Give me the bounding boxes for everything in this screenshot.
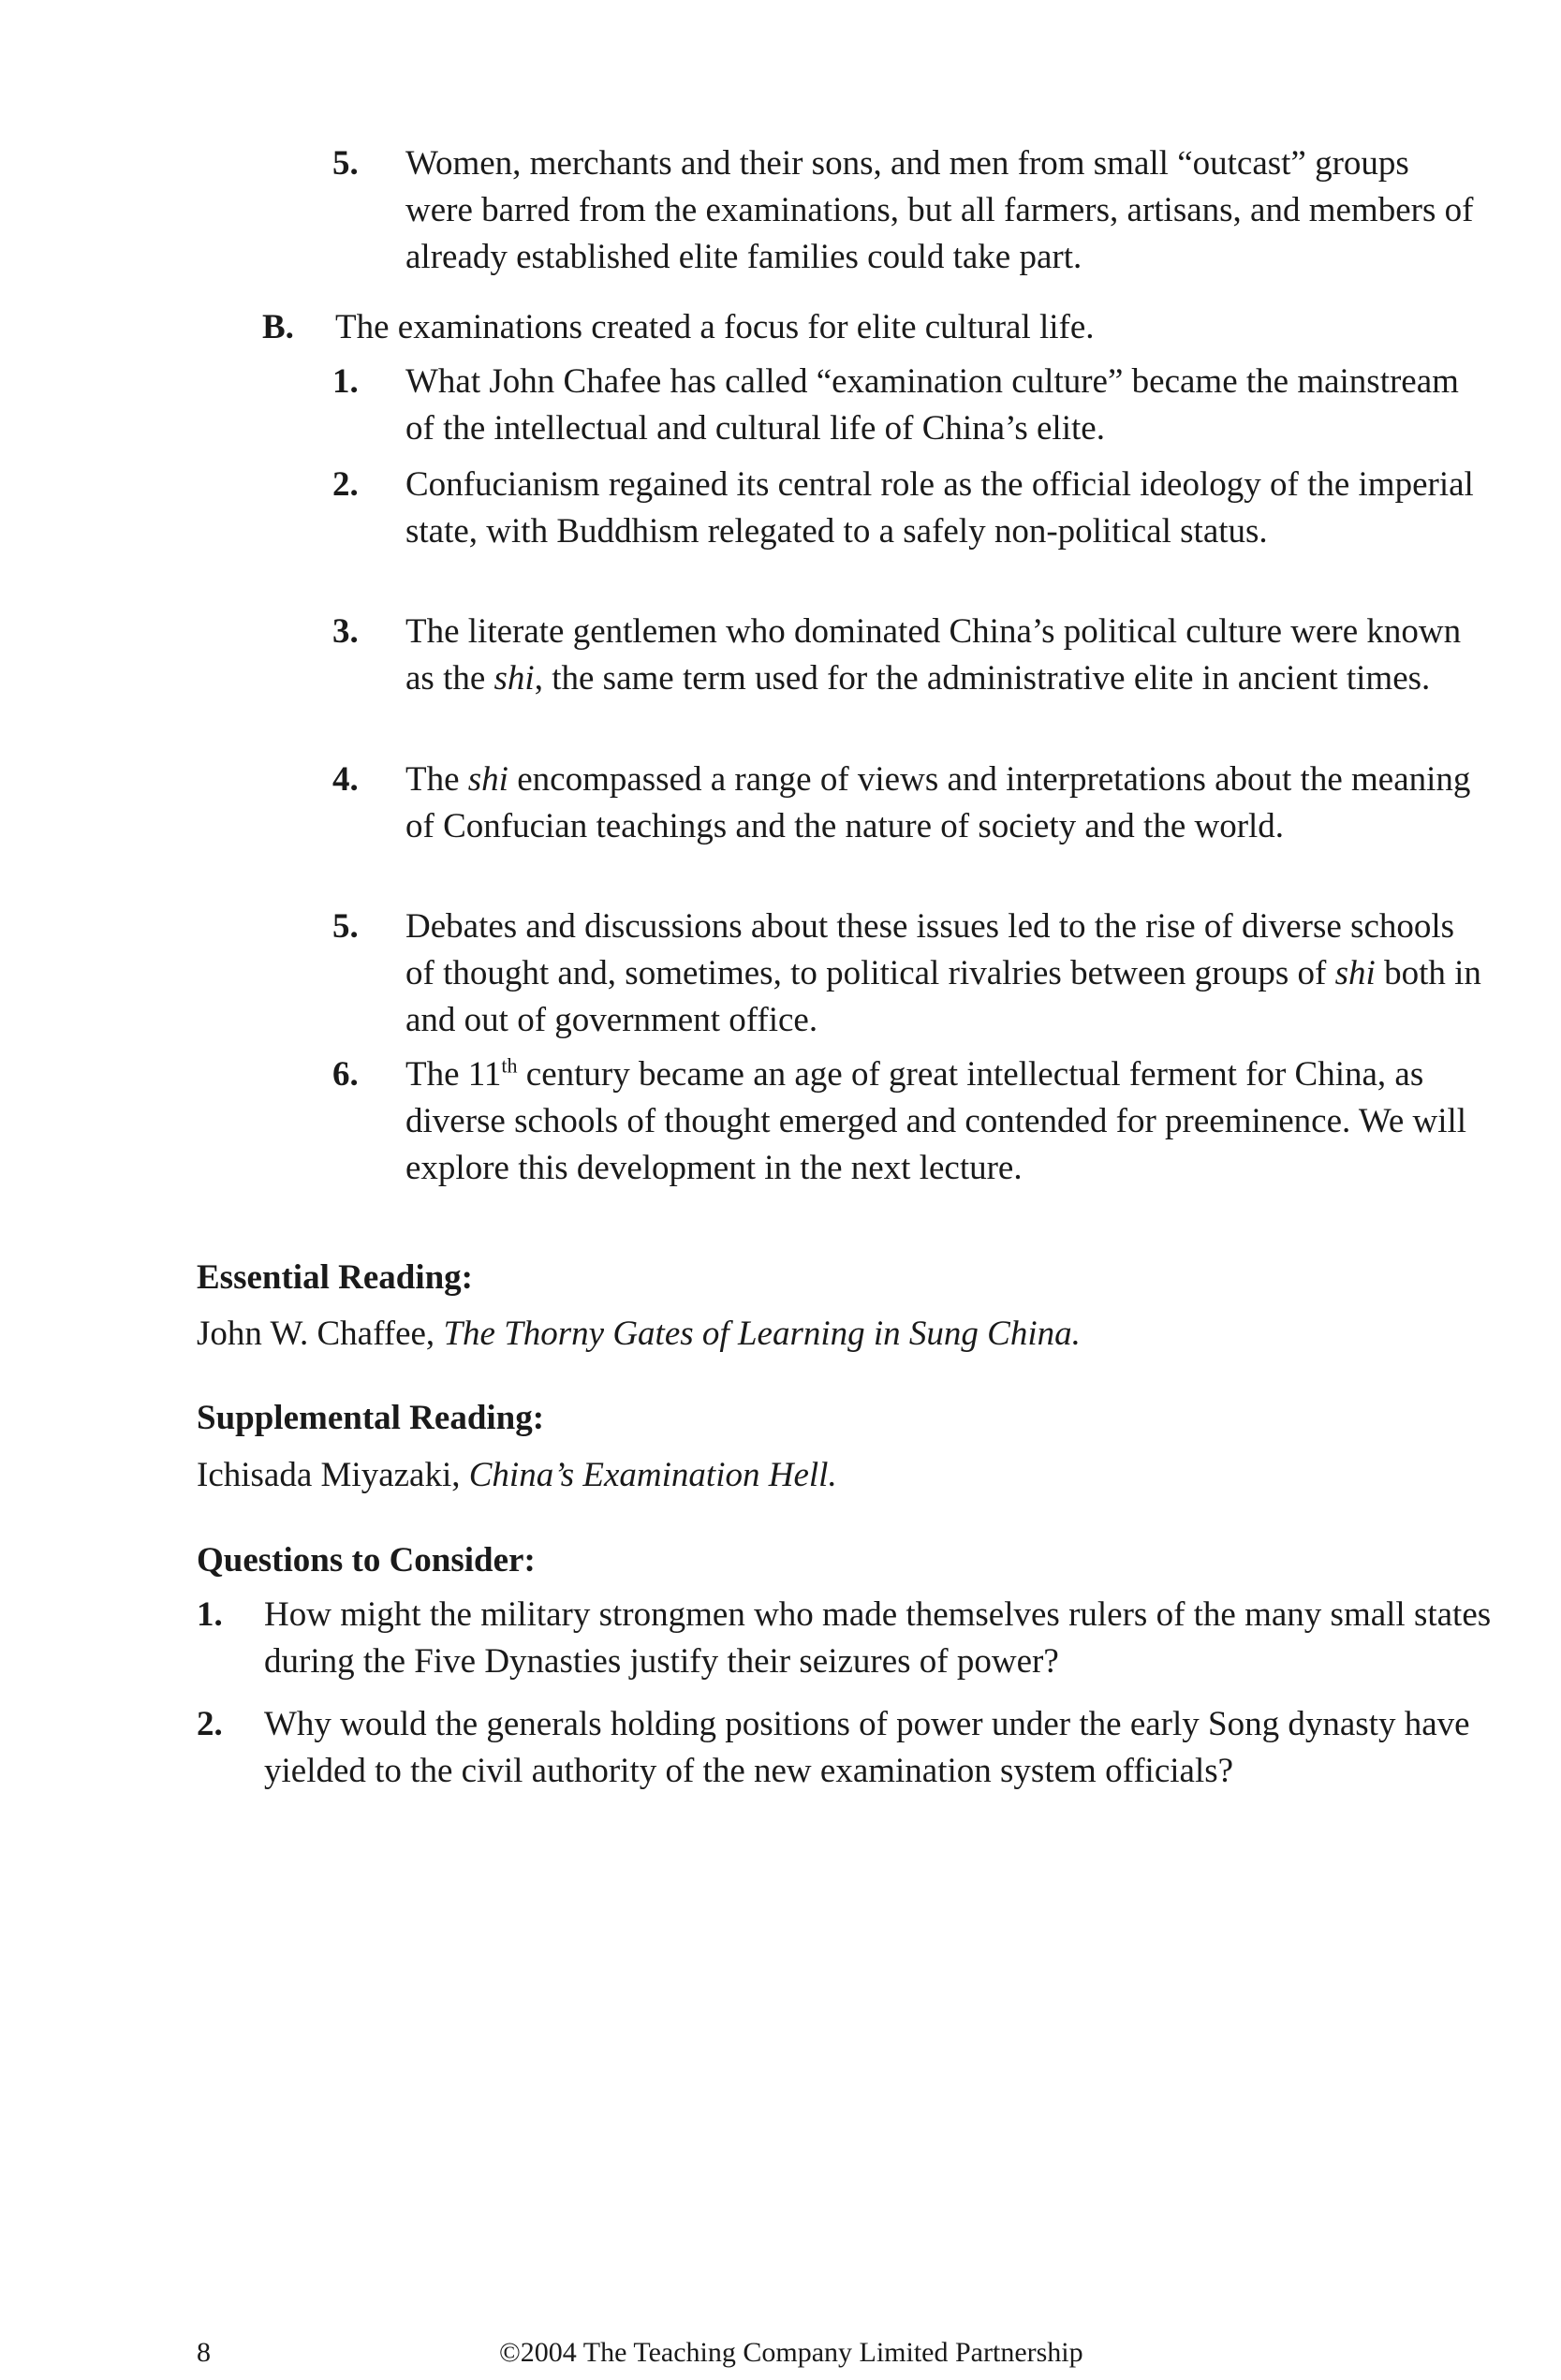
item-number: 6.	[332, 1055, 359, 1094]
item-text: Debates and discussions about these issues led to the rise of diverse schools of thought and, sometimes, to political rivalries between groups of shi both in and out of government office.	[405, 907, 1481, 1039]
question-number: 2.	[197, 1705, 223, 1743]
item-number: 5.	[332, 907, 359, 946]
item-text: Women, merchants and their sons, and men from small “outcast” groups were barred from the examinations, but all farmers, artisans, and members of already established elite families could take part.	[405, 144, 1474, 276]
item-text: What John Chafee has called “examination culture” became the mainstream of the intellectual and cultural life of China’s elite.	[405, 362, 1459, 448]
item-text: The literate gentlemen who dominated China’s political culture were known as the shi, the same term used for the administrative elite in ancient times.	[405, 612, 1462, 698]
item-number: 1.	[332, 362, 359, 401]
outline-item-b2	[332, 462, 1482, 555]
item-number: 2.	[332, 465, 359, 504]
item-number: 5.	[332, 144, 359, 183]
item-text: Confucianism regained its central role as the official ideology of the imperial state, with Buddhism relegated to a safely non-political status.	[405, 465, 1474, 551]
outline-item-b5	[332, 904, 1482, 1044]
essential-reading-heading: Essential Reading:	[197, 1258, 474, 1297]
item-number: 3.	[332, 612, 359, 651]
section-text: The examinations created a focus for elite cultural life.	[335, 308, 1095, 346]
item-number: 4.	[332, 760, 359, 799]
outline-item-b1	[332, 359, 1482, 452]
questions-heading: Questions to Consider:	[197, 1541, 536, 1579]
page-number: 8	[197, 2337, 211, 2368]
item-text: The 11th century became an age of great intellectual ferment for China, as diverse schools of thought emerged and contended for preeminence. We will explore this development in the next lecture.	[405, 1053, 1467, 1187]
outline-item-a5	[332, 140, 1482, 281]
outline-item-b4	[332, 757, 1482, 850]
outline-section-b	[262, 304, 1506, 351]
outline-item-b6	[332, 1051, 1482, 1192]
question-text: Why would the generals holding positions of power under the early Song dynasty have yielded to the civil authority of the new examination system officials?	[264, 1705, 1470, 1790]
question-text: How might the military strongmen who made themselves rulers of the many small states during the Five Dynasties justify their seizures of power?	[264, 1595, 1492, 1681]
item-text: The shi encompassed a range of views and interpretations about the meaning of Confucian teachings and the nature of society and the world.	[405, 760, 1471, 845]
essential-reading-citation: John W. Chaffee, The Thorny Gates of Learning in Sung China.	[197, 1315, 1081, 1353]
copyright-notice: ©2004 The Teaching Company Limited Partnership	[499, 2337, 1083, 2368]
supplemental-reading-heading: Supplemental Reading:	[197, 1399, 545, 1437]
question-item	[197, 1592, 1538, 1685]
outline-item-b3	[332, 609, 1482, 702]
question-item	[197, 1701, 1538, 1795]
section-letter: B.	[262, 308, 294, 346]
supplemental-reading-citation: Ichisada Miyazaki, China’s Examination Hell.	[197, 1456, 837, 1494]
question-number: 1.	[197, 1595, 223, 1634]
